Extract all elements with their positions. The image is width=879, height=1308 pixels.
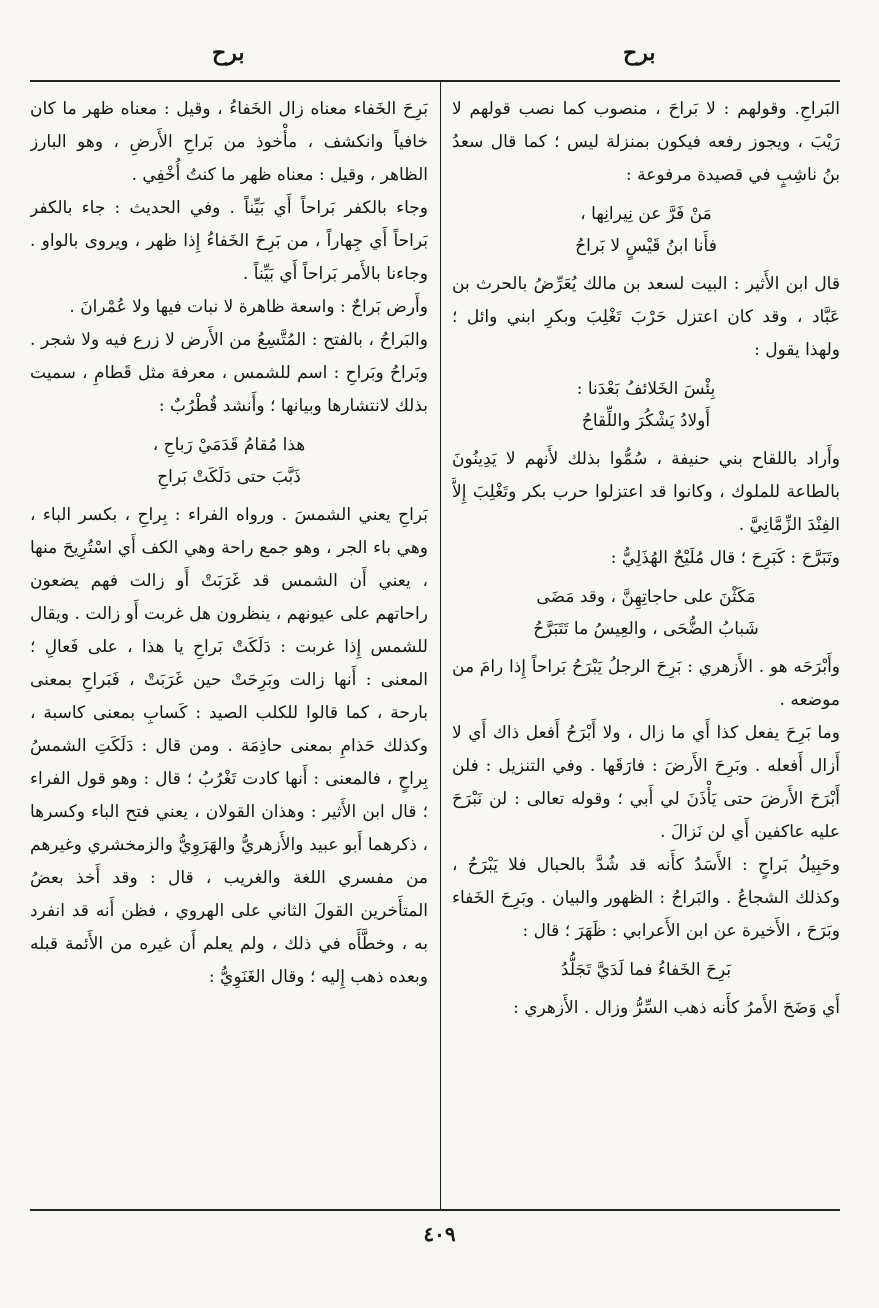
paragraph: بَرِحَ الخَفاء معناه زال الخَفاءُ ، وقيل : معناه ظهر ما كان خافياً وانكشف ، مأْخوذ من بَراحِ الأَرضِ ، وهو البارز الظاهر ، وقيل : معناه ظهر ما كنتُ أُخْفِي . [30,99,428,185]
paragraph: وتَبَرَّحَ : كَبَرِحَ ؛ قال مُلَيْحٌ الهُذَلِيُّ : [610,548,840,568]
paragraph: أَي وَضَحَ الأَمرُ كأَنه ذهب السِّرُّ وزال . الأَزهري : [513,998,840,1018]
verse-line: بِئْسَ الخَلائفُ بَعْدَنا : [576,379,716,399]
page-number: ٤٠٩ [423,1222,456,1246]
verse-line: بَرِحَ الخَفاءُ فما لَدَيَّ تَجَلُّدُ [560,960,732,980]
paragraph: وما بَرِحَ يفعل كذا أَي ما زال ، ولا أَبْرَحُ أَفعل ذاك أَي لا أَزال أَفعله . وبَرِحَ الأَرضَ : فارَقَها . وفي التنزيل : فلن أَبْرَحَ الأَرضَ حتى يَأْذَنَ لي أَبي ؛ وقوله تعالى : لن نَبْرَحَ عليه عاكفين أَي لن نَزالَ . [452,723,840,842]
right-text-column [452,93,840,1205]
verse-line: مَكَثْنَ على حاجاتِهِنَّ ، وقد مَضَى [536,587,756,607]
paragraph: وأَبْرَحَه هو . الأَزهري : بَرِحَ الرجلُ يَبْرَحُ بَراحاً إِذا رامَ من موضعه . [452,657,840,710]
paragraph: قال ابن الأَثير : البيت لسعد بن مالك يُعَرِّضُ بالحرث بن عَبَّاد ، وقد كان اعتزل حَرْبَ تَغْلِبَ وبكرِ ابني وائل ؛ ولهذا يقول : [452,274,840,360]
left-text-column [30,93,428,1205]
paragraph: وحَبِيلُ بَراحٍ : الأَسَدُ كأَنه قد شُدَّ بالحبال فلا يَبْرَحُ ، وكذلك الشجاعُ . والبَراحُ : الظهور والبيان . وبَرِحَ الخَفاء وبَرَحَ ، الأَخيرة عن ابن الأَعرابي : ظَهَرَ ؛ قال : [452,855,840,941]
verse-line: شَبابُ الضُّحَى ، والعِيسُ ما تَتَبَرَّحُ [533,619,759,639]
verse [452,954,840,986]
running-header-left: برح [212,40,245,66]
verse [452,581,840,645]
verse [452,373,840,437]
verse [452,198,840,262]
paragraph: والبَراحُ ، بالفتح : المُتَّسِعُ من الأَرض لا زرع فيه ولا شجر . وبَراحُ وبَراحِ : اسم للشمس ، معرفة مثل قَطامِ ، سميت بذلك لانتشارها وبيانها ؛ وأَنشد قُطْرُبٌ : [30,330,428,416]
verse-line: فأَنا ابنُ قَيْسٍ لا بَراحُ [575,236,717,256]
verse-line: هذا مُقامُ قَدَمَيْ رَباحِ ، [152,435,306,455]
paragraph: وأَراد باللقاح بني حنيفة ، سُمُّوا بذلك لأَنهم لا يَدِينُونَ بالطاعة للملوك ، وكانوا قد اعتزلوا حرب بكر وتَغْلِبَ إِلاَّ الفِنْدَ الزِّمَّانِيَّ . [452,449,840,535]
column-divider [440,82,441,1209]
verse-line: ذَبَّبَ حتى دَلَكَتْ بَراحِ [157,467,301,487]
paragraph: بَراحِ يعني الشمسَ . ورواه الفراء : بِراحِ ، بكسر الباء ، وهي باء الجر ، وهو جمع راحة وهي الكف أَي اسْتُرِيحَ منها ، يعني أَن الشمس قد غَرَبَتْ أَو زالت فهم يضعون راحاتهم على عيونهم ، ينظرون هل غربت أَو زالت . ويقال للشمس إِذا غربت : دَلَكَتْ بَراحِ يا هذا ، على فَعالِ ؛ المعنى : أَنها زالت وبَرِحَتْ حين غَرَبَتْ ، فَبَراحِ بمعنى بارحة ، كما قالوا للكلب الصيد : كَسابِ بمعنى كاسبة ، وكذلك حَذامِ بمعنى حاذِمَة . ومن قال : دَلَكَتِ الشمسُ بِراحٍ ، فالمعنى : أَنها كادت تَغْرُبُ ؛ قال : وهو قول الفراء ؛ قال ابن الأَثير : وهذان القولان ، يعني فتح الباء وكسرها ، ذكرهما أَبو عبيد والأَزهريُّ والهَرَوِيُّ والزمخشري وغيرهم من مفسري اللغة والغريب ، قال : وقد أَخذ بعضُ المتأَخرين القولَ الثاني على الهروي ، فظن أَنه قد انفرد به ، وخطَّأَه في ذلك ، ولم يعلم أَن غيره من الأَئمة قبله وبعده ذهب إِليه ؛ وقال الغَنَوِيُّ : [30,505,428,987]
paragraph: البَراحِ. وقولهم : لا بَراحَ ، منصوب كما نصب قولهم لا رَيْبَ ، ويجوز رفعه فيكون بمنزلة ليس ؛ كما قال سعدُ بنُ ناشِبٍ في قصيدة مرفوعة : [452,99,840,185]
top-rule [30,80,840,82]
verse [30,429,428,493]
verse-line: مَنْ فَرَّ عن نِيرانِها ، [580,204,712,224]
verse-line: أَولادُ يَشْكُرَ واللِّقاحُ [581,411,711,431]
running-header-right: برح [623,40,656,66]
paragraph: وجاء بالكفر بَراحاً أَي بَيِّناً . وفي الحديث : جاء بالكفر بَراحاً أَي جِهاراً ، من بَرِحَ الخَفاءُ إِذا ظهر ، ويروى بالواو . وجاءنا بالأَمر بَراحاً أَي بَيِّناً . [30,198,428,284]
bottom-rule [30,1209,840,1211]
paragraph: وأَرض بَراحٌ : واسعة ظاهرة لا نبات فيها ولا عُمْرانَ . [69,297,428,317]
